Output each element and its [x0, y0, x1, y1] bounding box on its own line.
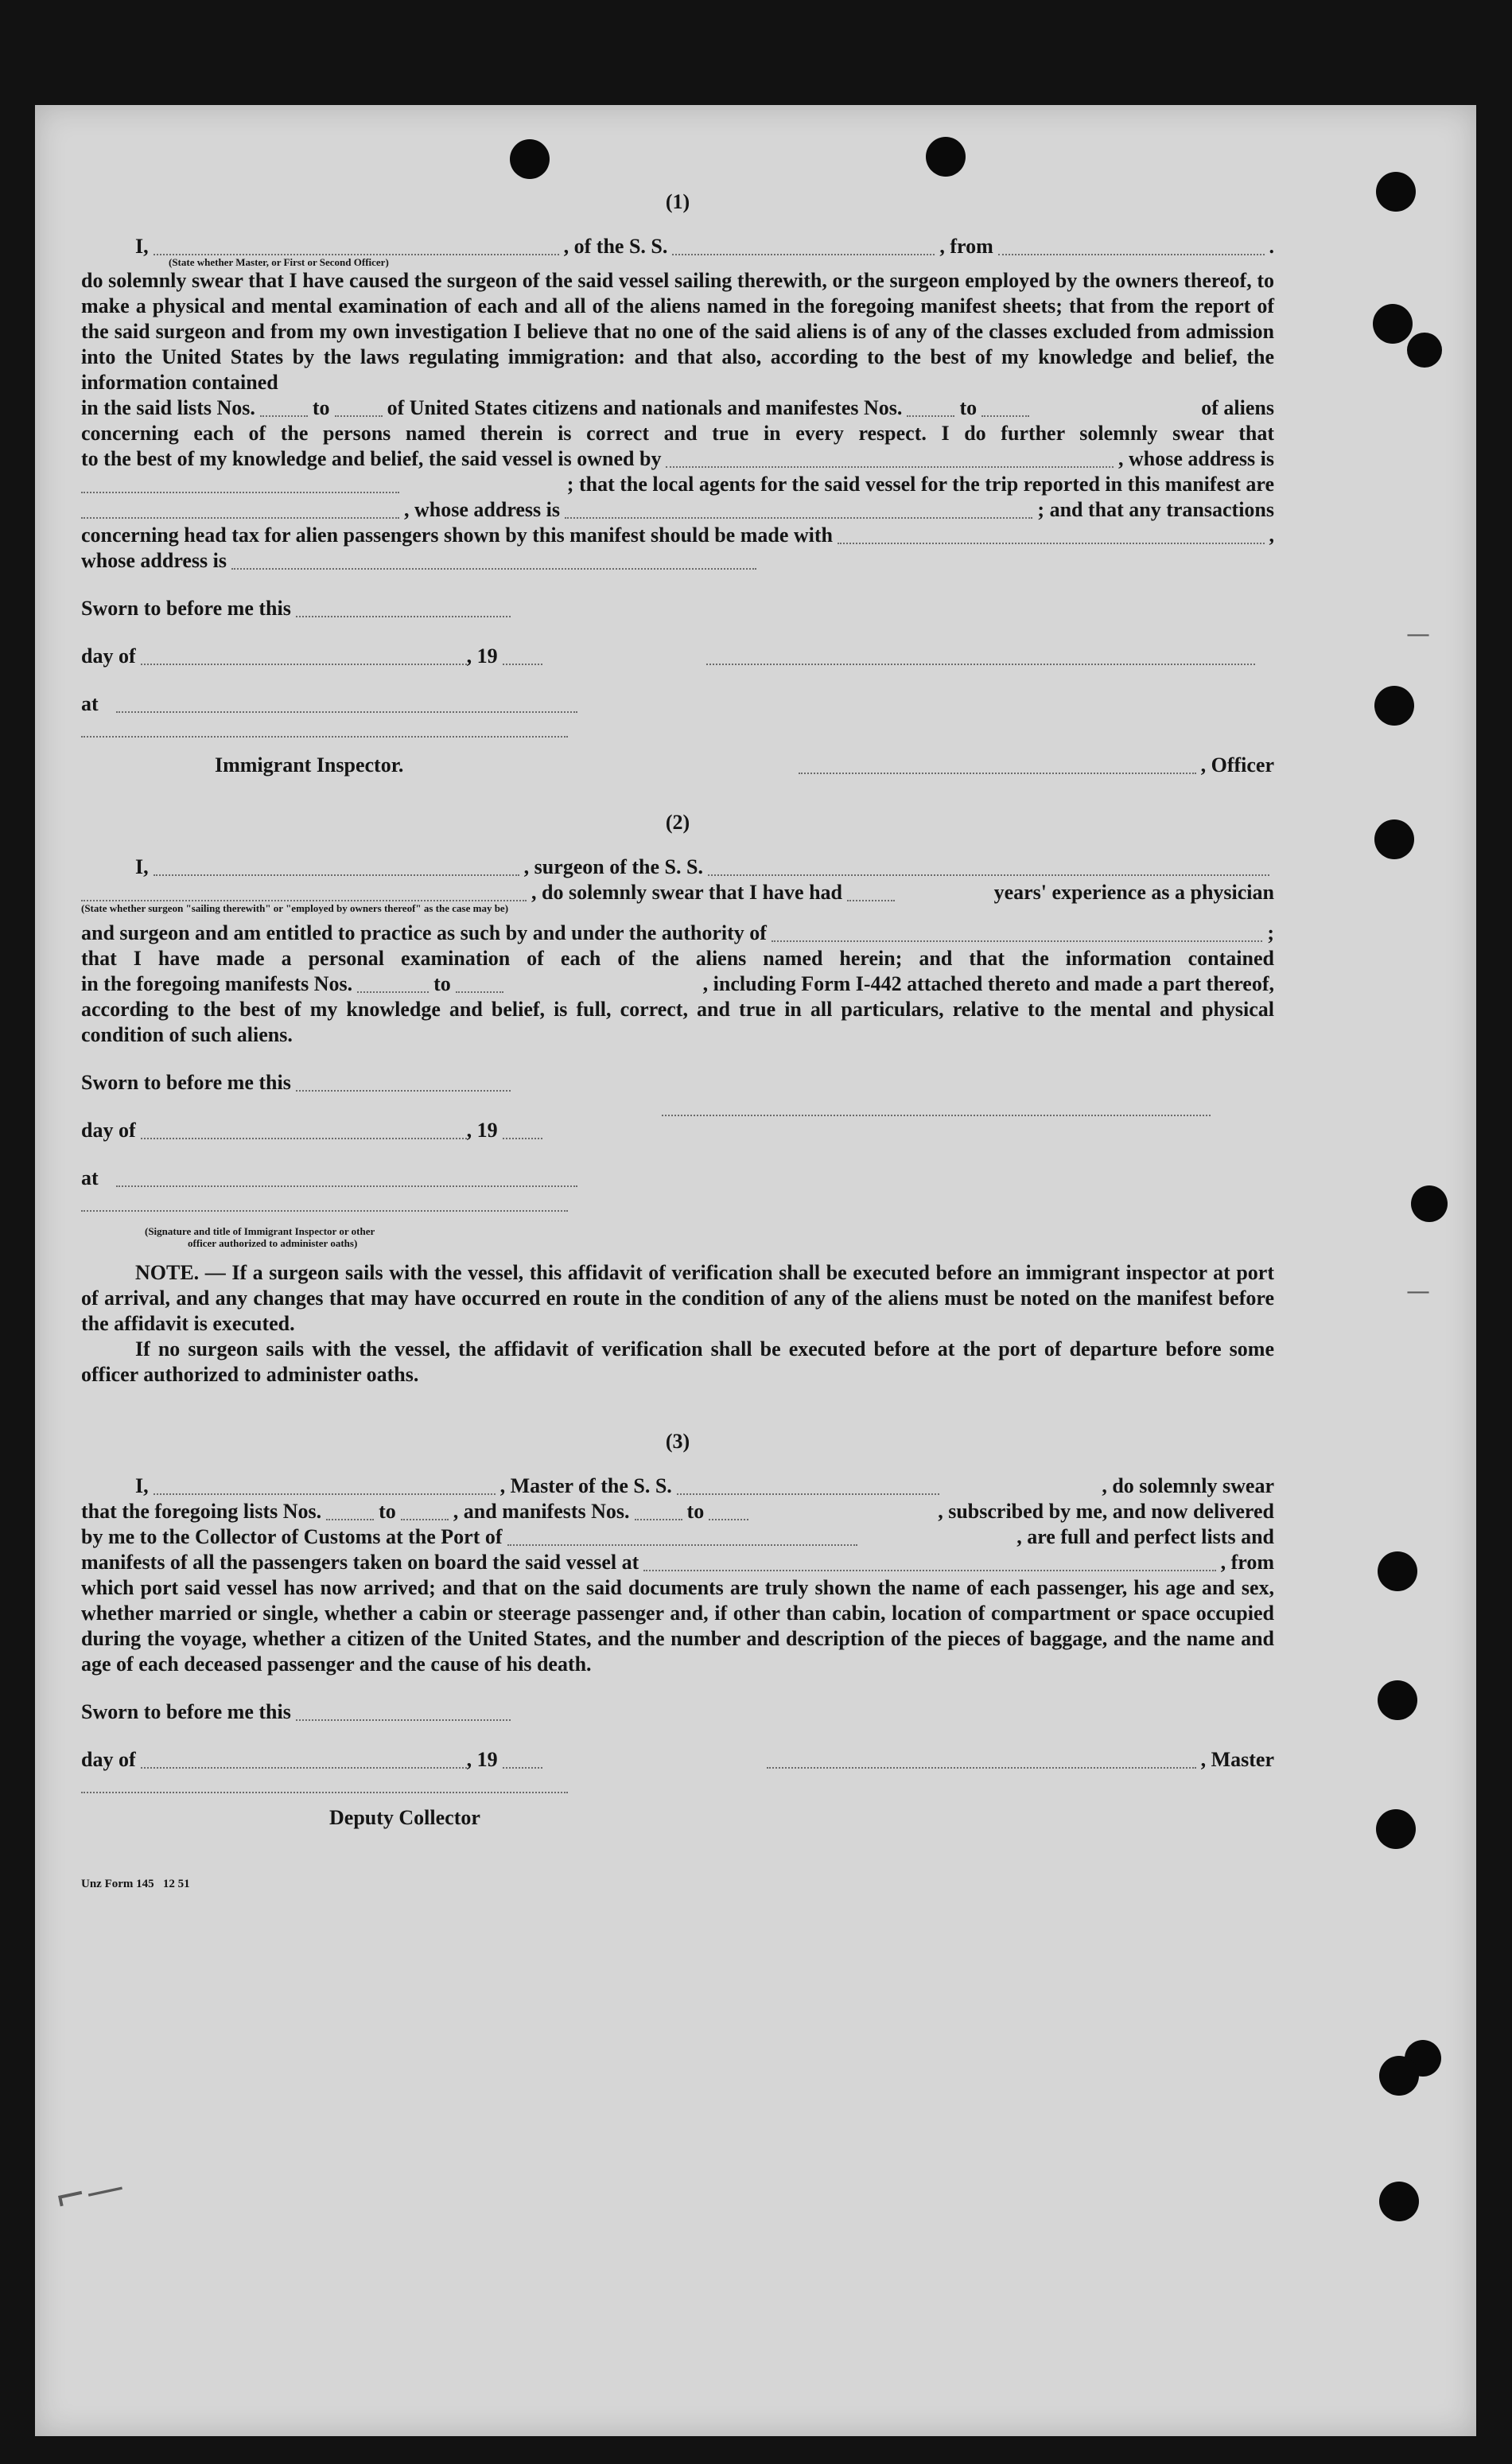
fill-in-embark-port[interactable]: [643, 1569, 1215, 1571]
fill-in-vessel[interactable]: [672, 253, 935, 255]
fill-in-s3-list-to[interactable]: [401, 1518, 449, 1520]
fill-in-s2-month[interactable]: [141, 1137, 467, 1139]
fill-in-s2-place[interactable]: [116, 1185, 577, 1187]
punch-hole: [1378, 1680, 1417, 1720]
fill-in-headtax[interactable]: [838, 542, 1264, 544]
fill-in-sworn-day[interactable]: [296, 615, 511, 617]
s2-line5: in the foregoing manifests Nos. to , including Form I-442 attached thereto and made a part thereof,: [81, 972, 1274, 995]
s2-line4: that I have made a personal examination of each of the aliens named herein; and that the information contained: [81, 947, 1274, 970]
punch-hole: [926, 137, 966, 177]
s1-opening-line: I, , of the S. S. , from .: [135, 235, 1274, 258]
fill-in-owner[interactable]: [666, 465, 1114, 468]
punch-hole: [1407, 333, 1442, 368]
s3-line1: I, , Master of the S. S. , do solemnly swear: [135, 1474, 1274, 1497]
s2-day-line: day of , 19: [81, 1118, 1274, 1143]
s1-lists-line: in the said lists Nos. to of United States citizens and nationals and manifestes Nos. to of aliens: [81, 396, 1274, 419]
punch-hole: [510, 139, 550, 179]
fill-in-place[interactable]: [116, 710, 577, 713]
s1-whose-line: , whose address is ; and that any transactions: [81, 497, 1274, 523]
punch-hole: [1373, 304, 1413, 344]
fill-in-rank[interactable]: [154, 253, 559, 255]
deputy-collector-label: Deputy Collector: [329, 1806, 480, 1829]
fill-in-s3-year[interactable]: [503, 1766, 542, 1769]
s1-inspector-signature[interactable]: [81, 735, 568, 738]
s2-at-line: at: [81, 1166, 1274, 1191]
s1-owned-line: to the best of my knowledge and belief, the said vessel is owned by , whose address is: [81, 447, 1274, 470]
punch-hole: [1378, 1551, 1417, 1591]
s1-whose2-line: whose address is: [81, 548, 1274, 574]
s1-agents-line: ; that the local agents for the said vessel for the trip reported in this manifest are: [81, 472, 1274, 497]
form-number: Unz Form 145 12 51: [81, 1878, 190, 1890]
s2-line6: according to the best of my knowledge and belief, is full, correct, and true in all particulars, relative to the mental and physical condition of such aliens.: [81, 998, 1274, 1046]
s1-sworn-line: Sworn to before me this: [81, 596, 1274, 621]
s3-line3: by me to the Collector of Customs at the Port of , are full and perfect lists and: [81, 1525, 1274, 1548]
fill-in-authority[interactable]: [772, 940, 1262, 942]
fill-in-s2-manifest-to[interactable]: [456, 991, 503, 993]
fill-in-port[interactable]: [998, 253, 1265, 255]
fill-in-master-signature[interactable]: [767, 1766, 1196, 1769]
fill-in-surgeon-name[interactable]: [154, 874, 519, 876]
fill-in-s2-year[interactable]: [503, 1137, 542, 1139]
fill-in-agents-address[interactable]: [565, 516, 1032, 519]
pencil-mark: ⌐—: [50, 2163, 129, 2222]
punch-hole: [1374, 686, 1414, 726]
fill-in-years[interactable]: [847, 899, 895, 901]
margin-dash: —: [1406, 621, 1430, 648]
fill-in-list-to[interactable]: [335, 415, 383, 417]
fill-in-manifest-to[interactable]: [981, 415, 1029, 417]
s2-line3: and surgeon and am entitled to practice as such by and under the authority of ;: [81, 921, 1274, 944]
fill-in-headtax-address[interactable]: [231, 567, 756, 570]
fill-in-s2-manifest-from[interactable]: [357, 991, 429, 993]
s2-note-1: NOTE. — If a surgeon sails with the vessel, this affidavit of verification shall be executed before an immigrant inspector at port of arrival, and any changes that may have occurred en route in the condition of any of the aliens must be noted on the manifest before the affidavit is executed.: [81, 1261, 1274, 1335]
s2-caption: (State whether surgeon "sailing therewith" or "employed by owners thereof" as the case may be): [81, 902, 509, 914]
s2-line1: I, , surgeon of the S. S.: [135, 854, 1274, 880]
s3-sworn-line: Sworn to before me this: [81, 1699, 1274, 1725]
fill-in-s2-sworn-day[interactable]: [296, 1089, 511, 1092]
s1-concerning: concerning each of the persons named therein is correct and true in every respect. I do further solemnly swear that: [81, 422, 1274, 445]
s2-sig-caption-2: officer authorized to administer oaths): [188, 1237, 358, 1249]
s2-inspector-signature[interactable]: [81, 1209, 568, 1212]
punch-hole: [1379, 2182, 1419, 2221]
punch-hole: [1379, 2056, 1419, 2096]
fill-in-s2-vessel[interactable]: [708, 874, 1269, 876]
section-2-number: (2): [665, 811, 690, 834]
fill-in-customs-port[interactable]: [507, 1543, 857, 1546]
s3-day-line: day of , 19 , Master: [81, 1748, 1274, 1771]
s2-note-2: If no surgeon sails with the vessel, the affidavit of verification shall be executed before at the port of departure before some officer authorized to administer oaths.: [81, 1337, 1274, 1386]
fill-in-list-from[interactable]: [260, 415, 308, 417]
s2-signature-line[interactable]: [662, 1114, 1211, 1116]
fill-in-s3-vessel[interactable]: [677, 1493, 939, 1495]
fill-in-master-name[interactable]: [154, 1493, 496, 1495]
s1-caption: (State whether Master, or First or Second Officer): [169, 256, 389, 268]
section-1-number: (1): [665, 190, 690, 213]
fill-in-owner-address[interactable]: [81, 491, 399, 493]
s2-line2: , do solemnly swear that I have had years' experience as a physician: [81, 880, 1274, 905]
s1-headtax-line: concerning head tax for alien passengers shown by this manifest should be made with ,: [81, 524, 1274, 547]
fill-in-agents[interactable]: [81, 516, 399, 519]
immigrant-inspector-label: Immigrant Inspector.: [215, 753, 404, 777]
punch-hole: [1376, 1809, 1416, 1849]
s3-deputy-signature[interactable]: [81, 1791, 568, 1793]
punch-hole: [1374, 819, 1414, 859]
s3-line4: manifests of all the passengers taken on board the said vessel at , from: [81, 1551, 1274, 1574]
section-3-number: (3): [665, 1430, 690, 1453]
fill-in-s3-sworn-day[interactable]: [296, 1719, 511, 1721]
s1-inspector-line: Immigrant Inspector. , Officer: [215, 753, 1274, 777]
fill-in-manifest-from[interactable]: [907, 415, 954, 417]
fill-in-s3-month[interactable]: [141, 1766, 467, 1769]
fill-in-s3-manifest-to[interactable]: [709, 1518, 748, 1520]
s3-body: which port said vessel has now arrived; and that on the said documents are truly shown the name of each passenger, his age and sex, whether married or single, whether a cabin or steerage passenger and, if other than cabin, location of compartment or space occupied during the voyage, whether a citizen of the United States, and the number and description of the pieces of baggage, and the name and age of each deceased passenger and the cause of his death.: [81, 1576, 1274, 1676]
fill-in-surgeon-status[interactable]: [81, 899, 527, 901]
punch-hole: [1376, 172, 1416, 212]
s1-body: do solemnly swear that I have caused the surgeon of the said vessel sailing therewith, or the surgeon employed by the owners thereof, to make a physical and mental examination of each and all of the aliens named in the foregoing manifest sheets; that from the report of the said surgeon and from my own investigation I believe that no one of the said aliens is of any of the classes excluded from admission into the United States by the laws regulating immigration: and that also, according to the best of my knowledge and belief, the information contained: [81, 269, 1274, 394]
s2-sig-caption-1: (Signature and title of Immigrant Inspector or other: [145, 1225, 375, 1237]
s3-line2: that the foregoing lists Nos. to , and manifests Nos. to , subscribed by me, and now delivered: [81, 1500, 1274, 1523]
s1-day-line: day of , 19: [81, 644, 1274, 669]
fill-in-s3-list-from[interactable]: [326, 1518, 374, 1520]
s2-sworn-line: Sworn to before me this: [81, 1070, 1274, 1096]
form-content: [81, 189, 1274, 1890]
punch-hole: [1411, 1185, 1448, 1222]
fill-in-year[interactable]: [503, 663, 542, 665]
s1-at-line: at: [81, 691, 1274, 717]
fill-in-month[interactable]: [141, 663, 467, 665]
s1-signature-line[interactable]: [706, 663, 1255, 665]
margin-dash: —: [1406, 1278, 1430, 1306]
fill-in-s3-manifest-from[interactable]: [635, 1518, 682, 1520]
fill-in-officer[interactable]: [799, 772, 1196, 774]
